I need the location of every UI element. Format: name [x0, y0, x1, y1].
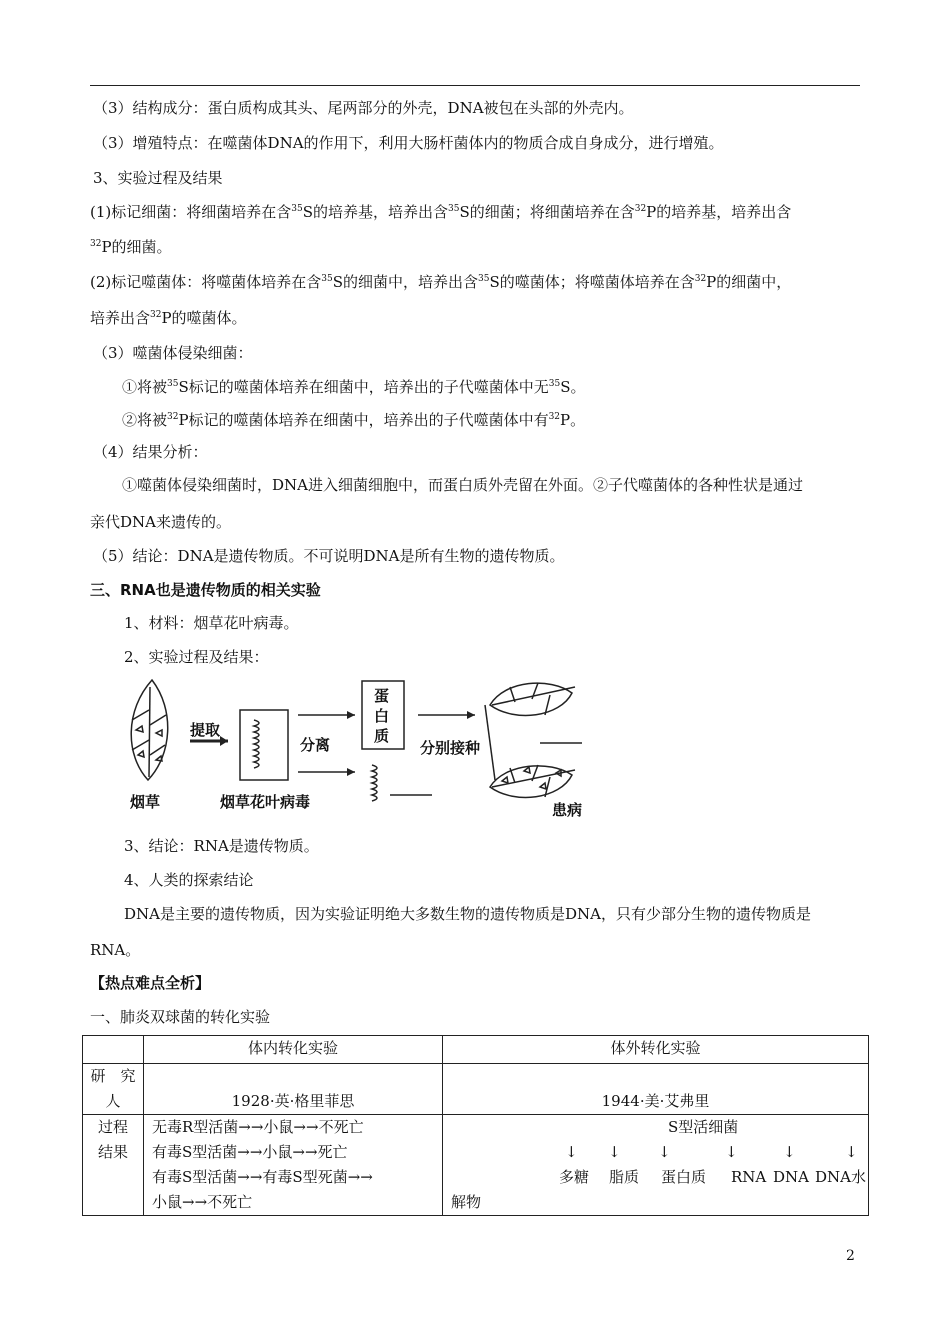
- text-line: 3、结论：RNA是遗传物质。: [124, 837, 319, 855]
- down-arrow-icon: ↓: [845, 1143, 858, 1161]
- text-line: RNA。: [90, 941, 141, 959]
- extract-label: 提取: [190, 721, 221, 739]
- text-line: ①噬菌体侵染细菌时，DNA进入细菌细胞中，而蛋白质外壳留在外面。②子代噬菌体的各种性状是通过: [122, 476, 803, 494]
- down-arrow-icon: ↓: [565, 1143, 578, 1161]
- healthy-leaf-icon: [490, 683, 575, 715]
- sick-label: 患病: [552, 801, 583, 819]
- table-row: [83, 1064, 869, 1115]
- separate-label: 分离: [300, 736, 331, 754]
- text-line: 2、实验过程及结果：: [124, 648, 269, 666]
- diseased-leaf-icon: [490, 765, 575, 797]
- text-line: 培养出含$^{32}$P的噬菌体。: [90, 309, 247, 327]
- text-line: 4、人类的探索结论: [124, 871, 254, 889]
- text-line: （3）噬菌体侵染细菌：: [93, 344, 253, 362]
- helix-icon: [254, 720, 259, 768]
- text-line: (1)标记细菌：将细菌培养在含$^{35}$S的培养基，培养出含$^{35}$S的细菌；将细菌培养在含$^{32}$P的培养基，培养出含: [90, 203, 792, 221]
- page-number: 2: [846, 1248, 855, 1264]
- text-line: 亲代DNA来遗传的。: [90, 513, 231, 531]
- text-line: （5）结论：DNA是遗传物质。不可说明DNA是所有生物的遗传物质。: [93, 547, 565, 565]
- text-line: (2)标记噬菌体：将噬菌体培养在含$^{35}$S的细菌中，培养出含$^{35}$S的噬菌体；将噬菌体培养在含$^{32}$P的细菌中，: [90, 273, 792, 291]
- protein-label: 蛋: [374, 687, 390, 705]
- text-line: ②将被$^{32}$P标记的噬菌体培养在细菌中，培养出的子代噬菌体中有$^{32}$P。: [122, 411, 586, 429]
- arrow-icon: [347, 768, 355, 776]
- table-header: 体外转化实验: [443, 1036, 869, 1064]
- arrow-icon: [485, 705, 495, 780]
- tmv-experiment-figure: [120, 675, 590, 825]
- protein-label: 质: [374, 727, 390, 745]
- table-cell: 1944·美·艾弗里: [443, 1064, 869, 1115]
- text-line: （3）增殖特点：在噬菌体DNA的作用下，利用大肠杆菌体内的物质合成自身成分，进行增殖。: [93, 134, 724, 152]
- arrow-icon: [220, 736, 228, 746]
- text-line: （4）结果分析：: [93, 443, 208, 461]
- rna-helix-icon: [372, 765, 377, 801]
- table-cell: [83, 1036, 144, 1064]
- table-cell: 无毒R型活菌→→小鼠→→不死亡 有毒S型活菌→→小鼠→→死亡 有毒S型活菌→→有毒S型死菌→→ 小鼠→→不死亡: [144, 1115, 443, 1216]
- arrow-icon: [347, 711, 355, 719]
- table-cell: 1928·英·格里菲思: [144, 1064, 443, 1115]
- tobacco-label: 烟草: [130, 793, 161, 811]
- section-heading: 【热点难点全析】: [90, 974, 211, 992]
- text-line: DNA是主要的遗传物质，因为实验证明绝大多数生物的遗传物质是DNA，只有少部分生物的遗传物质是: [124, 905, 811, 923]
- inoculate-label: 分别接种: [420, 739, 481, 757]
- table-row: [83, 1115, 869, 1216]
- down-arrow-icon: ↓: [725, 1143, 738, 1161]
- comparison-table: [82, 1035, 869, 1216]
- tobacco-leaf-icon: [131, 680, 168, 780]
- arrow-icon: [467, 711, 475, 719]
- down-arrow-icon: ↓: [783, 1143, 796, 1161]
- virus-box: [240, 710, 288, 780]
- text-line: 一、肺炎双球菌的转化实验: [90, 1008, 271, 1026]
- table-row: [83, 1036, 869, 1064]
- section-heading: 3、实验过程及结果: [93, 169, 223, 187]
- text-line: （3）结构成分：蛋白质构成其头、尾两部分的外壳，DNA被包在头部的外壳内。: [93, 99, 634, 117]
- tmv-label: 烟草花叶病毒: [220, 793, 311, 811]
- table-cell: 研 究 人: [83, 1064, 144, 1115]
- table-header: 体内转化实验: [144, 1036, 443, 1064]
- text-line: 1、材料：烟草花叶病毒。: [124, 614, 299, 632]
- section-heading: 三、RNA也是遗传物质的相关实验: [90, 581, 321, 599]
- table-cell: S型活细菌 ↓ ↓ ↓ ↓ ↓ ↓ 多糖 脂质 蛋白质 RNA DNA DNA水 解物: [443, 1115, 869, 1216]
- table-cell: 过程 结果: [83, 1115, 144, 1216]
- text-line: $^{32}$P的细菌。: [90, 238, 172, 256]
- protein-label: 白: [374, 707, 390, 725]
- text-line: ①将被$^{35}$S标记的噬菌体培养在细菌中，培养出的子代噬菌体中无$^{35}$S。: [122, 378, 586, 396]
- header-rule: [90, 85, 860, 86]
- down-arrow-icon: ↓: [608, 1143, 621, 1161]
- down-arrow-icon: ↓: [658, 1143, 671, 1161]
